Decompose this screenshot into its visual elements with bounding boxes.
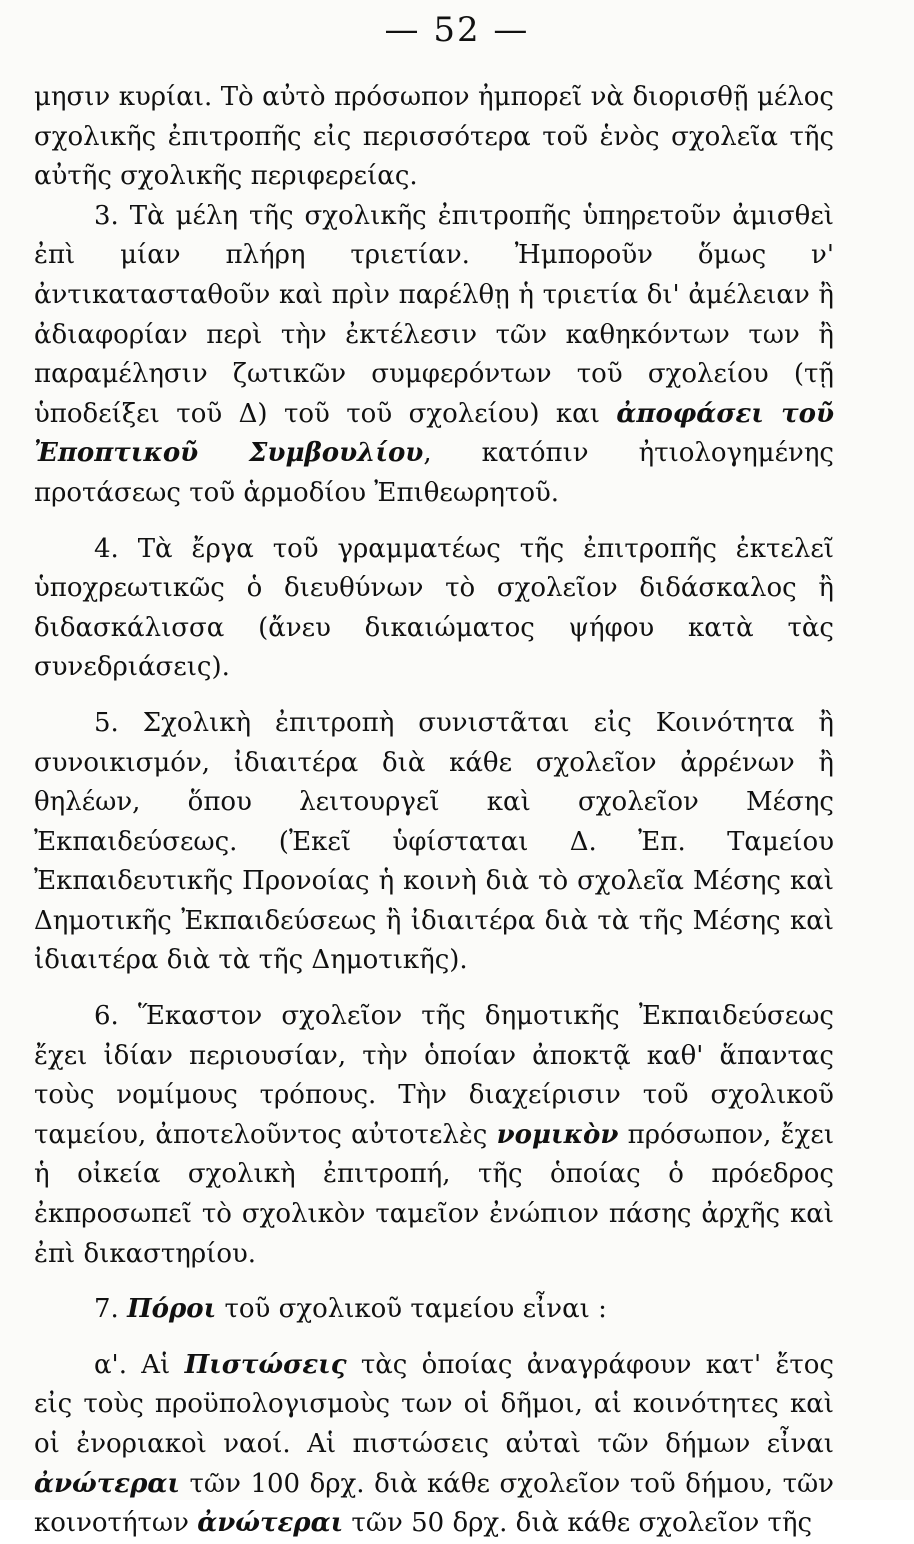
paragraph-3-emphasis: ἀποφάσει τοῦ Ἐποπτικοῦ Συμβουλίου	[34, 398, 834, 469]
paragraph-7a-emphasis-1: Πιστώσεις	[184, 1349, 347, 1380]
paragraph-7a	[34, 1346, 834, 1544]
paragraph-3-text: 3. Τὰ μέλη τῆς σχολικῆς ἐπιτροπῆς ὑπηρετοῦν ἀμισθεὶ ἐπὶ μίαν πλήρη τριετίαν. Ἠμποροῦν ὅμως ν' ἀντικατασταθοῦν καὶ πρὶν παρέλθῃ ἡ τριετία δι' ἀμέλειαν ἢ ἀδιαφορίαν περὶ τὴν ἐκτέλεσιν τῶν καθηκόντων των ἢ παραμέλησιν ζωτικῶν συμφερόντων τοῦ σχολείου (τῇ ὑποδείξει τοῦ Δ) τοῦ τοῦ σχολείου) και	[34, 200, 834, 429]
paragraph-6	[34, 997, 834, 1274]
paragraph-7-text: τοῦ σχολικοῦ ταμείου εἶναι :	[216, 1294, 607, 1325]
paragraph-continuation: μησιν κυρίαι. Τὸ αὐτὸ πρόσωπον ἠμπορεῖ νὰ διορισθῇ μέλος σχολικῆς ἐπιτροπῆς εἰς περισσότερα τοῦ ἑνὸς σχολεῖα τῆς αὐτῆς σχολικῆς περιφερείας.	[34, 82, 834, 192]
paragraph-7a-text: α'. Αἱ	[94, 1349, 185, 1380]
paragraph-6-text: 6. Ἕκαστον σχολεῖον τῆς δημοτικῆς Ἐκπαιδεύσεως ἔχει ἰδίαν περιουσίαν, τὴν ὁποίαν ἀποκτᾷ καθ' ἅπαντας τοὺς νομίμους τρόπους. Τὴν διαχείρισιν τοῦ σχολικοῦ ταμείου, ἀποτελοῦντος αὐτοτελὲς	[34, 1001, 834, 1150]
paragraph-5: 5. Σχολικὴ ἐπιτροπὴ συνιστᾶται εἰς Κοινότητα ἢ συνοικισμόν, ἰδιαιτέρα διὰ κάθε σχολεῖον ἀρρένων ἢ θηλέων, ὅπου λειτουργεῖ καὶ σχολεῖον Μέσης Ἐκπαιδεύσεως. (Ἐκεῖ ὑφίσταται Δ. Ἐπ. Ταμείου Ἐκπαιδευτικῆς Προνοίας ἡ κοινὴ διὰ τὸ σχολεῖα Μέσης καὶ Δημοτικῆς Ἐκπαιδεύσεως ἢ ἰδιαιτέρα διὰ τὰ τῆς Μέσης καὶ ἰδιαιτέρα διὰ τὰ τῆς Δημοτικῆς).	[34, 707, 834, 976]
paragraph-7a-text-2: τὰς ὁποίας ἀναγράφουν κατ' ἔτος εἰς τοὺς προϋπολογισμοὺς των οἱ δῆμοι, αἱ κοινότητες καὶ οἱ ἐνοριακοὶ ναοί. Αἱ πιστώσεις αὐταὶ τῶν δήμων εἶναι	[34, 1349, 834, 1459]
paragraph-3-text-end: , κατόπιν ἠτιολογημένης προτάσεως τοῦ ἁρμοδίου Ἐπιθεωρητοῦ.	[34, 438, 834, 508]
paragraph-7a-emphasis-3: ἀνώτεραι	[197, 1508, 344, 1539]
paragraph-7a-text-4: τῶν 50 δρχ. διὰ κάθε σχολεῖον τῆς	[343, 1508, 813, 1539]
paragraph-7-number: 7.	[94, 1294, 128, 1325]
paragraph-7-emphasis: Πόροι	[127, 1294, 217, 1325]
paragraph-7a-text-3: τῶν 100 δρχ. διὰ κάθε σχολεῖον τοῦ δήμου, τῶν κοινοτήτων	[34, 1468, 834, 1539]
paragraph-7a-emphasis-2: ἀνώτεραι	[34, 1468, 180, 1499]
paragraph-6-text-end: πρόσωπον, ἔχει ἡ οἰκεία σχολικὴ ἐπιτροπή, τῆς ὁποίας ὁ πρόεδρος ἐκπροσωπεῖ τὸ σχολικὸν ταμεῖον ἐνώπιον πάσης ἀρχῆς καὶ ἐπὶ δικαστηρίου.	[34, 1119, 835, 1269]
page-number: — 52 —	[384, 10, 530, 50]
paragraph-4: 4. Τὰ ἔργα τοῦ γραμματέως τῆς ἐπιτροπῆς ἐκτελεῖ ὑποχρεωτικῶς ὁ διευθύνων τὸ σχολεῖον διδάσκαλος ἢ διδασκάλισσα (ἄνευ δικαιώματος ψήφου κατὰ τὰς συνεδριάσεις).	[34, 533, 834, 683]
paragraph-6-emphasis: νομικὸν	[496, 1119, 619, 1150]
paragraph-3	[34, 197, 834, 514]
paragraph-7	[34, 1290, 834, 1330]
page-body	[34, 78, 834, 1544]
